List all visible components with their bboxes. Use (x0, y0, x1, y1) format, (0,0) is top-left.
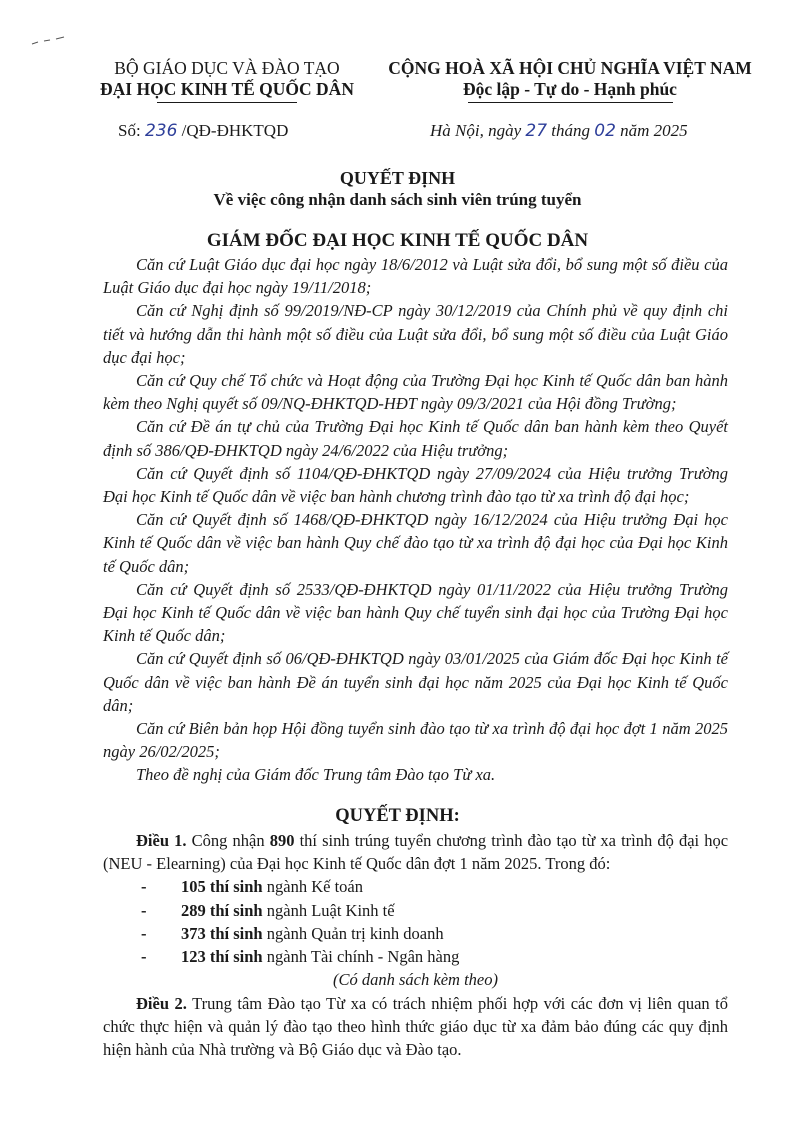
decision-subject: Về việc công nhận danh sách sinh viên trúng tuyển (213, 190, 582, 209)
item-major: ngành Tài chính - Ngân hàng (266, 947, 460, 967)
number-suffix: /QĐ-ĐHKTQD (181, 121, 289, 140)
article-1-text-after: thí sinh trúng tuyển chương trình đào tạo từ xa trình độ đại học (NEU - Elearning) của Đại học Kinh tế Quốc dân đợt 1 năm 2025. Trong đó: (103, 831, 729, 874)
bullet-dash: - (141, 900, 147, 920)
basis-item: Căn cứ Quyết định số 2533/QĐ-ĐHKTQD ngày 01/11/2022 của Hiệu trưởng Trường Đại học Kinh tế Quốc dân về việc ban hành Quy chế tuyển sinh đại học của Trường Đại học Kinh tế Quốc dân; (103, 579, 728, 646)
bullet-dash: - (141, 877, 147, 897)
date-year: năm 2025 (620, 121, 688, 140)
ministry-name: BỘ GIÁO DỤC VÀ ĐÀO TẠO (114, 58, 340, 78)
article-1-label: Điều 1. (136, 831, 187, 850)
item-count: 289 thí sinh (181, 900, 263, 920)
article-2 (103, 992, 728, 1062)
basis-item: Căn cứ Đề án tự chủ của Trường Đại học Kinh tế Quốc dân ban hành kèm theo Quyết định số 386/QĐ-ĐHKTQD ngày 24/6/2022 của Hiệu trưởng; (103, 417, 728, 460)
issuer-underline (157, 102, 297, 103)
list-item (103, 945, 728, 968)
national-motto: Độc lập - Tự do - Hạnh phúc (463, 79, 677, 99)
date-month-handwritten: 02 (594, 121, 616, 141)
article-1-total: 890 (269, 831, 295, 850)
article-2-text (103, 992, 728, 1062)
authority-title: GIÁM ĐỐC ĐẠI HỌC KINH TẾ QUỐC DÂN (206, 230, 589, 251)
document-date (430, 121, 688, 141)
number-label: Số: (118, 121, 141, 140)
article-2-body: Trung tâm Đào tạo Từ xa có trách nhiệm phối hợp với các đơn vị liên quan tổ chức thực hiện và quản lý đào tạo theo hình thức giáo dục từ xa đảm bảo đúng các quy định hiện hành của Nhà trường và Bộ Giáo dục và Đào tạo. (103, 994, 729, 1060)
item-major: ngành Kế toán (266, 877, 363, 897)
article-1-text (103, 829, 728, 875)
bullet-dash: - (141, 923, 147, 943)
basis-item: Căn cứ Quyết định số 1104/QĐ-ĐHKTQD ngày 27/09/2024 của Hiệu trưởng Trường Đại học Kinh tế Quốc dân về việc ban hành chương trình đào tạo từ xa trình độ đại học; (103, 463, 728, 507)
motto-underline (468, 102, 673, 103)
issuer-block (82, 58, 372, 103)
basis-item: Căn cứ Quyết định số 06/QĐ-ĐHKTQD ngày 03/01/2025 của Giám đốc Đại học Kinh tế Quốc dân về việc ban hành Đề án tuyển sinh đại học năm 2025 của Đại học Kinh tế Quốc dân; (103, 649, 728, 715)
basis-item: Căn cứ Quyết định số 1468/QĐ-ĐHKTQD ngày 16/12/2024 của Hiệu trưởng Đại học Kinh tế Quốc dân về việc ban hành Quy chế đào tạo từ xa trình độ đại học của Đại học Kinh tế Quốc dân; (103, 510, 728, 576)
article-1-text-before: Công nhận (191, 831, 265, 850)
basis-item: Căn cứ Luật Giáo dục đại học ngày 18/6/2012 và Luật sửa đổi, bổ sung một số điều của Luật Giáo dục đại học ngày 19/11/2018; (103, 255, 728, 298)
list-item (103, 922, 728, 945)
item-count: 105 thí sinh (181, 877, 263, 897)
country-name: CỘNG HOÀ XÃ HỘI CHỦ NGHĨA VIỆT NAM (388, 58, 752, 78)
pen-mark-decoration (30, 36, 66, 46)
list-item (103, 899, 728, 922)
date-prefix: Hà Nội, ngày (430, 121, 522, 140)
date-day-handwritten: 27 (525, 121, 548, 141)
bases-section (103, 253, 728, 787)
attachment-note: (Có danh sách kèm theo) (333, 970, 498, 990)
decision-heading: QUYẾT ĐỊNH: (335, 806, 460, 826)
number-handwritten: 236 (144, 121, 178, 141)
item-major: ngành Luật Kinh tế (266, 900, 395, 920)
basis-item: Căn cứ Nghị định số 99/2019/NĐ-CP ngày 30/12/2019 của Chính phủ về quy định chi tiết và hướng dẫn thi hành một số điều của Luật sửa đổi, bổ sung một số điều của Luật Giáo dục đại học; (103, 301, 728, 367)
item-major: ngành Quản trị kinh doanh (266, 923, 444, 943)
university-name: ĐẠI HỌC KINH TẾ QUỐC DÂN (100, 79, 354, 99)
list-item (103, 875, 728, 898)
item-count: 123 thí sinh (181, 947, 263, 967)
article-2-label: Điều 2. (136, 994, 187, 1013)
article-1 (103, 829, 728, 991)
date-month-label: tháng (551, 121, 591, 140)
basis-item: Căn cứ Quy chế Tổ chức và Hoạt động của Trường Đại học Kinh tế Quốc dân ban hành kèm theo Nghị quyết số 09/NQ-ĐHKTQD-HĐT ngày 09/3/2021 của Hội đồng Trường; (103, 371, 728, 414)
decision-title: QUYẾT ĐỊNH (339, 168, 456, 188)
item-count: 373 thí sinh (181, 923, 263, 943)
bullet-dash: - (141, 947, 147, 967)
national-header (370, 58, 770, 103)
basis-item: Theo đề nghị của Giám đốc Trung tâm Đào tạo Từ xa. (136, 765, 496, 785)
basis-item: Căn cứ Biên bản họp Hội đồng tuyển sinh đào tạo từ xa trình độ đại học đợt 1 năm 2025 ngày 26/02/2025; (103, 719, 728, 762)
document-number (118, 121, 288, 141)
